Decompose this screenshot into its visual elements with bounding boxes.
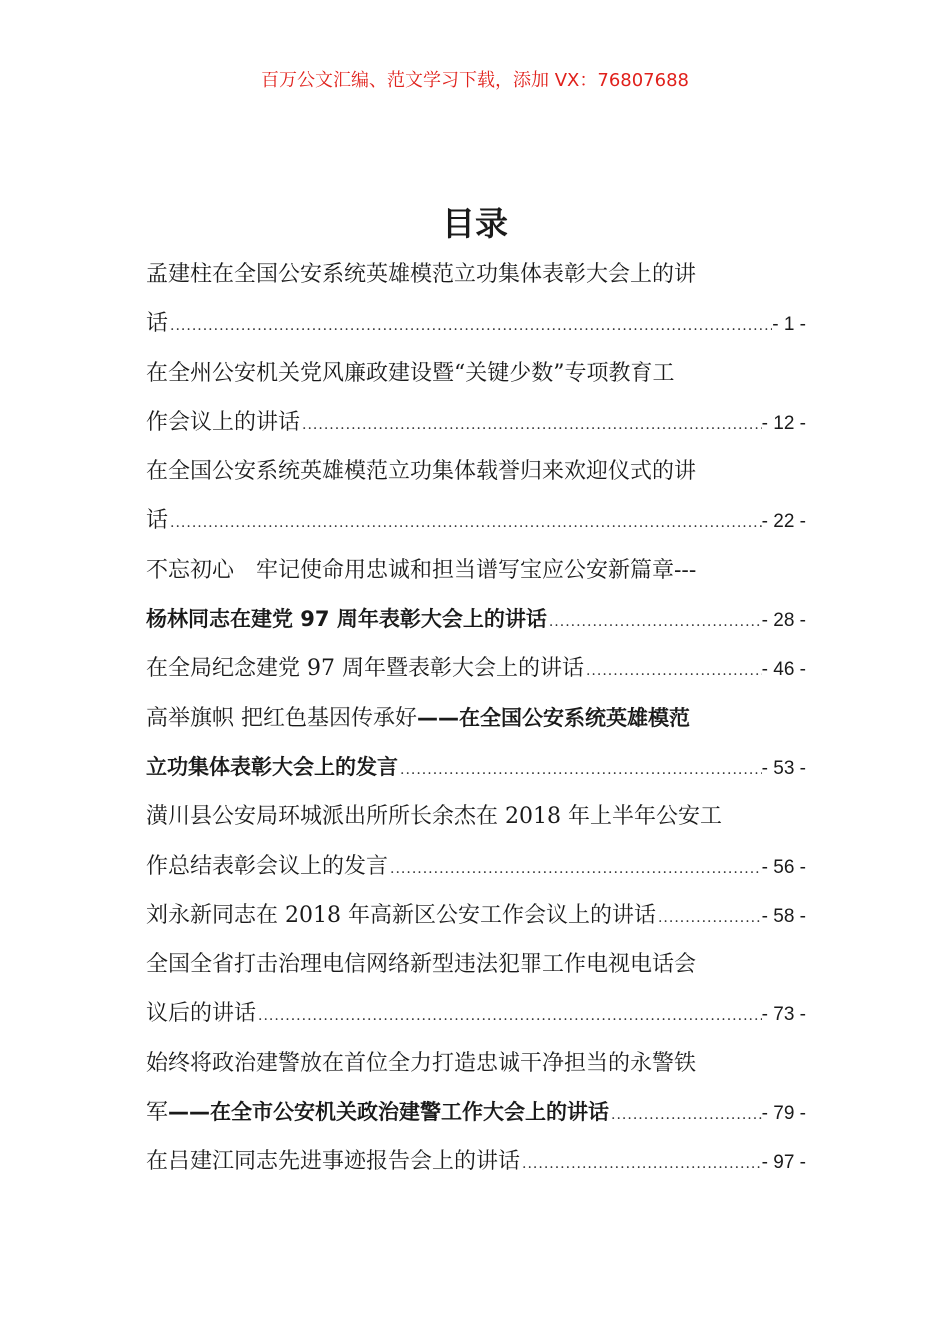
dot-leader	[168, 302, 772, 348]
toc-entry-text: 在吕建江同志先进事迹报告会上的讲话	[146, 1149, 521, 1175]
toc-entry-1[interactable]	[146, 250, 806, 349]
page-number: - 56 -	[761, 856, 806, 878]
toc-entry-text: 立功集体表彰大会上的发言	[146, 754, 398, 779]
toc-entry-text: 始终将政治建警放在首位全力打造忠诚干净担当的永警铁	[146, 1050, 697, 1076]
toc-entry-text: 全国全省打击治理电信网络新型违法犯罪工作电视电话会	[146, 952, 697, 978]
page-number: - 73 -	[761, 1004, 806, 1026]
toc-entry-6[interactable]	[146, 694, 806, 793]
page-number: - 28 -	[761, 610, 806, 632]
toc-entry-text: 在全州公安机关党风廉政建设暨“关键少数”专项教育工	[146, 360, 675, 386]
toc-entry-11[interactable]	[146, 1137, 806, 1186]
toc-entry-10[interactable]	[146, 1039, 806, 1138]
header-contact: 百万公文汇编、范文学习下载，添加 VX：76807688	[261, 70, 689, 91]
dot-leader	[656, 894, 762, 940]
toc-entry-3[interactable]	[146, 447, 806, 546]
toc-entry-4[interactable]	[146, 546, 806, 645]
page-number: - 97 -	[761, 1152, 806, 1174]
toc-entry-8[interactable]	[146, 891, 806, 940]
dot-leader	[168, 499, 762, 545]
page-number: - 1 -	[772, 314, 806, 336]
page-title: 目录	[442, 204, 508, 243]
toc-entry-text: 军	[146, 1100, 169, 1126]
dot-leader	[609, 1091, 762, 1137]
dot-leader	[388, 845, 762, 891]
toc-entry-5[interactable]	[146, 644, 806, 693]
toc-entry-subtitle: ——在全国公安系统英雄模范	[417, 705, 690, 730]
dot-leader	[520, 1140, 762, 1186]
toc-entry-text: 话	[146, 508, 169, 534]
page-number: - 53 -	[761, 757, 806, 779]
toc-entry-text: 作会议上的讲话	[146, 409, 301, 435]
toc-entry-7[interactable]	[146, 792, 806, 891]
toc-entry-text: 刘永新同志在 2018 年高新区公安工作会议上的讲话	[146, 902, 656, 928]
page-number: - 22 -	[761, 511, 806, 533]
toc-entry-text: 潢川县公安局环城派出所所长余杰在 2018 年上半年公安工	[146, 804, 722, 830]
toc-entry-text: 孟建柱在全国公安系统英雄模范立功集体表彰大会上的讲	[146, 262, 697, 287]
page-number: - 79 -	[761, 1103, 806, 1125]
toc-entry-9[interactable]	[146, 940, 806, 1039]
toc-entry-text: 杨林同志在建党 97 周年表彰大会上的讲话	[146, 607, 547, 632]
page-number: - 46 -	[761, 659, 806, 681]
dot-leader	[300, 401, 762, 447]
toc-entry-text: 在全国公安系统英雄模范立功集体载誉归来欢迎仪式的讲	[146, 459, 697, 485]
toc-entry-2[interactable]	[146, 349, 806, 448]
dot-leader	[398, 746, 762, 792]
toc-entry-text: 不忘初心 牢记使命用忠诚和担当谱写宝应公安新篇章---	[146, 557, 697, 583]
table-of-contents	[146, 250, 806, 1187]
dot-leader	[547, 598, 762, 644]
toc-entry-subtitle: ——在全市公安机关政治建警工作大会上的讲话	[168, 1100, 610, 1125]
page-number: - 58 -	[761, 905, 806, 927]
toc-entry-text: 在全局纪念建党 97 周年暨表彰大会上的讲话	[146, 656, 584, 682]
toc-entry-text: 议后的讲话	[146, 1001, 257, 1027]
dot-leader	[256, 992, 762, 1038]
page-number: - 12 -	[761, 412, 806, 434]
toc-entry-text: 作总结表彰会议上的发言	[146, 853, 389, 879]
toc-entry-text: 高举旗帜 把红色基因传承好	[146, 705, 417, 731]
dot-leader	[584, 647, 762, 693]
toc-entry-text: 话	[146, 311, 169, 337]
